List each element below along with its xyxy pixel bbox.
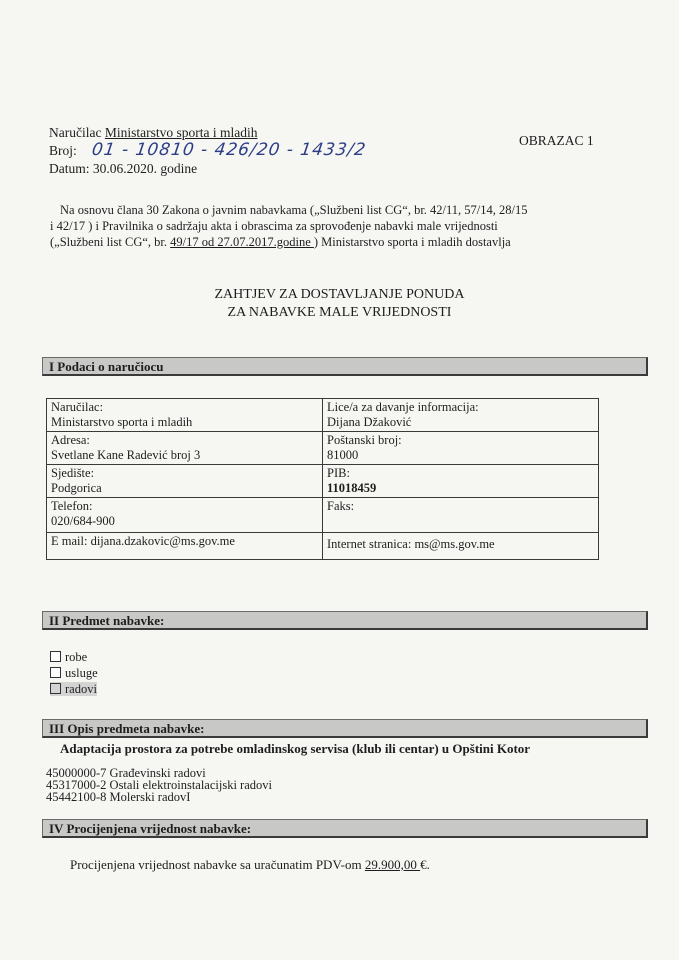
- option-label: robe: [65, 650, 88, 664]
- option-label: usluge: [65, 666, 98, 680]
- cell-value: 020/684-900: [51, 514, 115, 528]
- intro-line-3-start: („Službeni list CG“, br.: [50, 235, 171, 249]
- estimated-value-amount: 29.900,00: [364, 857, 421, 872]
- cell-value: Dijana Džaković: [327, 415, 412, 429]
- table-cell: [47, 533, 323, 560]
- checkbox-icon[interactable]: [50, 651, 61, 662]
- cell-label: PIB:: [327, 466, 350, 480]
- table-row: [47, 399, 599, 432]
- cpv-item: 45000000-7 Građevinski radovi: [46, 766, 206, 780]
- narucilac-value: Ministarstvo sporta i mladih: [104, 125, 258, 140]
- document-title-line-1: ZAHTJEV ZA DOSTAVLJANJE PONUDA: [214, 287, 465, 302]
- table-row: [47, 465, 599, 498]
- estimated-value-line: [70, 857, 430, 873]
- cell-value: 11018459: [327, 481, 377, 495]
- cpv-item: 45317000-2 Ostali elektroinstalacijski radovi: [46, 778, 272, 792]
- table-cell: [323, 432, 599, 465]
- table-cell: [323, 399, 599, 432]
- cell-label: Telefon:: [51, 499, 93, 513]
- cell-label: Poštanski broj:: [327, 433, 402, 447]
- datum-line: Datum: 30.06.2020. godine: [49, 161, 198, 176]
- table-cell: [47, 465, 323, 498]
- table-cell: [323, 533, 599, 560]
- table-row: [47, 432, 599, 465]
- document-title-line-2: ZA NABAVKE MALE VRIJEDNOSTI: [227, 305, 452, 320]
- table-cell: [323, 465, 599, 498]
- option-label: radovi: [65, 682, 97, 696]
- section-1-heading: I Podaci o naručiocu: [42, 357, 648, 376]
- intro-line-1: Na osnovu člana 30 Zakona o javnim nabavkama („Službeni list CG“, br. 42/11, 57/14, 28/15: [60, 203, 528, 217]
- broj-line: [49, 143, 77, 159]
- narucilac-line: [49, 125, 257, 141]
- cell-value: Ministarstvo sporta i mladih: [51, 415, 193, 429]
- contracting-authority-table: [46, 398, 599, 560]
- currency-symbol: €.: [420, 857, 430, 872]
- table-row: [47, 533, 599, 560]
- option-radovi[interactable]: [50, 682, 97, 697]
- option-usluge[interactable]: [50, 666, 98, 681]
- broj-label: Broj:: [49, 143, 77, 158]
- cpv-item: 45442100-8 Molerski radovI: [46, 790, 191, 804]
- cell-value: Svetlane Kane Radević broj 3: [51, 448, 201, 462]
- form-code: OBRAZAC 1: [519, 133, 594, 148]
- table-cell: [47, 432, 323, 465]
- table-cell: [323, 498, 599, 533]
- intro-gazette-ref: 49/17 od 27.07.2017.godine: [170, 235, 314, 249]
- estimated-value-text: Procijenjena vrijednost nabavke sa uračunatim PDV-om: [70, 857, 365, 872]
- table-cell: [47, 399, 323, 432]
- section-3-heading: III Opis predmeta nabavke:: [42, 719, 648, 738]
- cell-label: E mail: dijana.dzakovic@ms.gov.me: [51, 534, 235, 548]
- cell-label: Adresa:: [51, 433, 90, 447]
- procurement-subject: Adaptacija prostora za potrebe omladinskog servisa (klub ili centar) u Opštini Kotor: [60, 741, 531, 756]
- narucilac-label: Naručilac: [49, 125, 102, 140]
- section-2-heading: II Predmet nabavke:: [42, 611, 648, 630]
- intro-line-2: i 42/17 ) i Pravilnika o sadržaju akta i obrascima za sprovođenje nabavki male vrijednosti: [50, 219, 498, 233]
- checkbox-icon[interactable]: [50, 667, 61, 678]
- cell-label: Internet stranica: ms@ms.gov.me: [327, 537, 495, 551]
- section-4-heading: IV Procijenjena vrijednost nabavke:: [42, 819, 648, 838]
- cell-value: Podgorica: [51, 481, 102, 495]
- intro-line-3: [50, 235, 511, 250]
- cell-label: Faks:: [327, 499, 355, 513]
- table-cell: [47, 498, 323, 533]
- cell-label: Sjedište:: [51, 466, 95, 480]
- intro-line-3-end: ) Ministarstvo sporta i mladih dostavlja: [313, 235, 511, 249]
- cell-label: Lice/a za davanje informacija:: [327, 400, 479, 414]
- broj-handwritten-value: 01 - 10810 - 426/20 - 1433/2: [90, 140, 368, 160]
- checkbox-icon[interactable]: [50, 683, 61, 694]
- table-row: [47, 498, 599, 533]
- cell-value: 81000: [327, 448, 359, 462]
- cell-label: Naručilac:: [51, 400, 104, 414]
- option-robe[interactable]: [50, 650, 87, 665]
